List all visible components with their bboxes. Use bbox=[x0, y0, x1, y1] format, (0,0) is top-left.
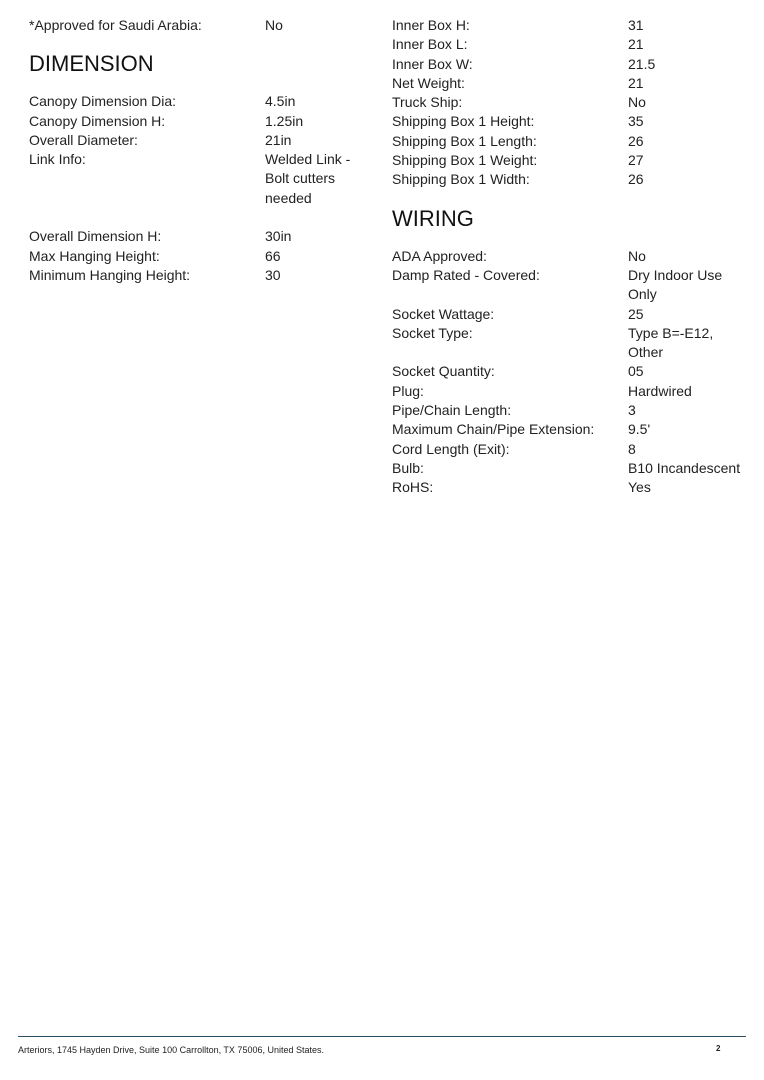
spec-value: 21in bbox=[265, 131, 292, 148]
spec-value: 35 bbox=[628, 113, 644, 130]
spec-value: 66 bbox=[265, 247, 281, 264]
spec-value: 1.25in bbox=[265, 112, 304, 129]
spec-row bbox=[392, 459, 752, 478]
spec-value: 9.5' bbox=[628, 421, 651, 438]
spec-row bbox=[29, 266, 364, 285]
spec-key: Canopy Dimension Dia: bbox=[29, 93, 177, 110]
footer-divider bbox=[18, 1036, 746, 1037]
spec-value: 21 bbox=[628, 74, 644, 91]
footer-address: Arteriors, 1745 Hayden Drive, Suite 100 Carrollton, TX 75006, United States. bbox=[18, 1045, 324, 1055]
spec-value: 21.5 bbox=[628, 55, 656, 72]
spec-value: 30in bbox=[265, 228, 292, 245]
spec-value: Dry Indoor Use Only bbox=[628, 266, 723, 303]
spec-key: Shipping Box 1 Width: bbox=[392, 171, 530, 188]
spec-value: Welded Link - Bolt cutters needed bbox=[265, 151, 351, 206]
spec-key: Minimum Hanging Height: bbox=[29, 266, 191, 283]
spec-key: Inner Box W: bbox=[392, 55, 473, 72]
spec-row bbox=[392, 440, 752, 459]
spec-value: B10 Incandescent bbox=[628, 459, 741, 476]
section-title-dimension: DIMENSION bbox=[29, 51, 154, 77]
right-column bbox=[392, 16, 752, 498]
spec-row bbox=[392, 74, 752, 93]
spec-row bbox=[29, 247, 364, 266]
left-column bbox=[29, 16, 364, 285]
spec-row bbox=[392, 112, 752, 131]
spec-key: RoHS: bbox=[392, 479, 434, 496]
spec-key: Overall Diameter: bbox=[29, 131, 138, 148]
spec-key: Canopy Dimension H: bbox=[29, 112, 166, 129]
spec-row bbox=[392, 132, 752, 151]
spec-row bbox=[29, 150, 364, 208]
spec-value: Hardwired bbox=[628, 382, 692, 399]
spec-value: No bbox=[628, 94, 646, 111]
spec-row bbox=[392, 247, 752, 266]
spec-value: 30 bbox=[265, 266, 281, 283]
spec-value: 8 bbox=[628, 440, 636, 457]
spec-key: Inner Box L: bbox=[392, 36, 468, 53]
spec-row bbox=[392, 170, 752, 189]
spec-key: Cord Length (Exit): bbox=[392, 440, 510, 457]
spec-row bbox=[392, 55, 752, 74]
spec-row bbox=[392, 266, 752, 305]
spec-value: 21 bbox=[628, 36, 644, 53]
spec-key: Socket Wattage: bbox=[392, 305, 495, 322]
spec-value: Type B=-E12, Other bbox=[628, 324, 714, 361]
spec-row bbox=[392, 324, 752, 363]
row-spacer bbox=[29, 208, 364, 227]
spec-key: Socket Type: bbox=[392, 324, 473, 341]
spec-key: Shipping Box 1 Height: bbox=[392, 113, 535, 130]
spec-key: Shipping Box 1 Weight: bbox=[392, 152, 538, 169]
spec-key: Maximum Chain/Pipe Extension: bbox=[392, 421, 595, 438]
spec-value: No bbox=[628, 247, 646, 264]
spec-row bbox=[29, 16, 364, 35]
spec-key: Bulb: bbox=[392, 459, 424, 476]
spec-row bbox=[392, 151, 752, 170]
spec-key: ADA Approved: bbox=[392, 247, 487, 264]
spec-row bbox=[392, 16, 752, 35]
spec-key: Pipe/Chain Length: bbox=[392, 402, 512, 419]
spec-row bbox=[29, 227, 364, 246]
spec-key: Max Hanging Height: bbox=[29, 247, 160, 264]
spec-row bbox=[29, 92, 364, 111]
spec-value: No bbox=[265, 17, 283, 33]
spec-value: 05 bbox=[628, 363, 644, 380]
spec-row bbox=[392, 420, 752, 439]
spec-value: Yes bbox=[628, 479, 651, 496]
spec-row bbox=[392, 401, 752, 420]
page-number: 2 bbox=[716, 1044, 721, 1053]
spec-key: Truck Ship: bbox=[392, 94, 463, 111]
spec-key: Net Weight: bbox=[392, 74, 465, 91]
spec-key: Shipping Box 1 Length: bbox=[392, 132, 537, 149]
spec-row bbox=[392, 382, 752, 401]
spec-value: 27 bbox=[628, 152, 644, 169]
spec-row bbox=[392, 478, 752, 497]
spec-value: 26 bbox=[628, 171, 644, 188]
spec-key: Inner Box H: bbox=[392, 17, 470, 33]
spec-row bbox=[392, 305, 752, 324]
spec-key: Plug: bbox=[392, 382, 424, 399]
spec-key: Link Info: bbox=[29, 151, 86, 168]
spec-row bbox=[392, 362, 752, 381]
spec-row bbox=[392, 93, 752, 112]
spec-key: *Approved for Saudi Arabia: bbox=[29, 17, 202, 33]
spec-row bbox=[29, 131, 364, 150]
spec-value: 31 bbox=[628, 17, 644, 33]
spec-row bbox=[392, 35, 752, 54]
section-title-wiring: WIRING bbox=[392, 205, 474, 231]
spec-key: Overall Dimension H: bbox=[29, 228, 162, 245]
spec-key: Damp Rated - Covered: bbox=[392, 266, 540, 283]
spec-key: Socket Quantity: bbox=[392, 363, 495, 380]
spec-value: 4.5in bbox=[265, 93, 296, 110]
spec-value: 3 bbox=[628, 402, 636, 419]
spec-value: 25 bbox=[628, 305, 644, 322]
spec-value: 26 bbox=[628, 132, 644, 149]
spec-row bbox=[29, 112, 364, 131]
